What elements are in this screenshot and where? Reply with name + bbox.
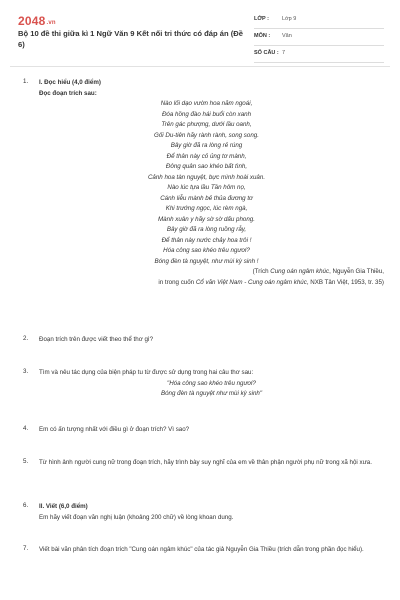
meta-value: Văn <box>282 33 292 39</box>
section-title: II. Viết (6,0 điểm) <box>39 503 88 510</box>
question-number: 5. <box>23 458 29 465</box>
question-text: Đoạn trích trên được viết theo thể thơ gì? <box>39 336 154 343</box>
brand-tld: .vn <box>46 20 56 26</box>
question-body <box>39 78 384 288</box>
question-body <box>39 502 384 523</box>
source-line-1 <box>39 267 384 278</box>
brand-name: 2048 <box>18 14 46 28</box>
instruction: Đọc đoạn trích sau: <box>39 89 97 97</box>
quote-line: "Hóa công sao khéo trêu ngươi? <box>167 379 256 387</box>
poem-line: Hóa công sao khéo trêu ngươi? <box>163 247 250 254</box>
question-text: Em có ấn tượng nhất với điều gì ở đoạn trích? Vì sao? <box>39 426 190 433</box>
poem-line: Cảnh hoa tàn nguyệt, bực mình hoài xuân. <box>147 173 266 181</box>
question-text: Tìm và nêu tác dụng của biện pháp tu từ được sử dụng trong hai câu thơ sau: <box>39 369 254 376</box>
question-text: Em hãy viết đoạn văn nghị luận (khoảng 200 chữ) về lòng khoan dung. <box>39 513 234 521</box>
poem-line: Cánh liễu mành bẻ thủa đương tơ <box>160 194 253 202</box>
quote <box>39 379 384 400</box>
question-number: 2. <box>23 335 29 342</box>
poem-line: Mành xuân y hãy sờ sờ dấu phong. <box>158 215 255 223</box>
source-work-title: Cổ văn Việt Nam - Cung oán ngâm khúc <box>195 278 307 286</box>
source-citation <box>39 267 384 288</box>
header-divider <box>10 66 390 67</box>
poem <box>29 99 384 267</box>
question-number: 7. <box>23 545 29 552</box>
source-line-2 <box>39 278 384 289</box>
document-title: Bộ 10 đề thi giữa kì 1 Ngữ Văn 9 Kết nối tri thức có đáp án (Đề 6) <box>18 29 243 49</box>
meta-row-subject <box>254 31 384 46</box>
meta-value: Lớp 9 <box>282 16 297 22</box>
poem-line: Bây giờ đã ra lòng rẻ rúng <box>170 142 243 149</box>
question-text: Viết bài văn phân tích đoạn trích "Cung oán ngâm khúc" của tác giả Nguyễn Gia Thiều (trích dẫn trong phần đọc hiểu). <box>39 546 364 553</box>
quote-line: Bóng đèn tà nguyệt như mùi kỳ sinh" <box>160 390 263 397</box>
poem-line: Khi trướng ngọc, lúc rèm ngà, <box>165 205 248 212</box>
meta-row-class <box>254 14 384 29</box>
poem-line: Để thân này cỏ ủng tơ mành, <box>166 152 247 160</box>
question-number: 1. <box>23 78 29 85</box>
meta-label: MÔN : <box>254 33 271 39</box>
section-title: I. Đọc hiểu (4,0 điểm) <box>39 79 101 86</box>
poem-line: Gối Du-tiên hãy rành rành, song song. <box>154 131 259 139</box>
source-text: , NXB Tân Việt, 1953, tr. 35) <box>306 278 384 286</box>
question-number: 6. <box>23 502 29 509</box>
poem-line: Đóa hồng đào hái buổi còn xanh <box>161 110 252 118</box>
question-number: 4. <box>23 425 29 432</box>
brand-logo[interactable] <box>18 14 56 28</box>
meta-label: SỐ CÂU : <box>254 50 279 56</box>
poem-line: Đông quân sao khéo bất tình, <box>165 163 248 170</box>
source-text: in trong cuốn <box>158 278 196 286</box>
source-work-title: Cung oán ngâm khúc <box>270 268 330 275</box>
header <box>0 0 400 58</box>
poem-line: Nào lối dạo vườn hoa năm ngoái, <box>160 100 253 107</box>
meta-label: LỚP : <box>254 16 269 22</box>
question-text: Từ hình ảnh người cung nữ trong đoạn trích, hãy trình bày suy nghĩ của em về thân phận người phụ nữ trong xã hội xưa. <box>39 459 372 466</box>
source-text: , Nguyễn Gia Thiều, <box>329 268 384 275</box>
meta-value: 7 <box>282 50 286 56</box>
meta-panel <box>254 14 384 65</box>
poem-line: Bây giờ đã ra lòng ruồng rẫy, <box>166 226 247 233</box>
question-number: 3. <box>23 368 29 375</box>
meta-row-question-count <box>254 48 384 63</box>
source-text: (Trích <box>252 268 271 275</box>
poem-line: Trên gác phượng, dưới lầu oanh, <box>161 121 252 128</box>
poem-line: Bóng đèn tà nguyệt, như mùi kỳ sinh ! <box>154 257 259 265</box>
question-body <box>39 368 384 400</box>
poem-line: Để thân này nước chảy hoa trôi ! <box>161 236 252 244</box>
poem-line: Nào lúc tựa lầu Tần hôm nọ, <box>167 184 246 191</box>
